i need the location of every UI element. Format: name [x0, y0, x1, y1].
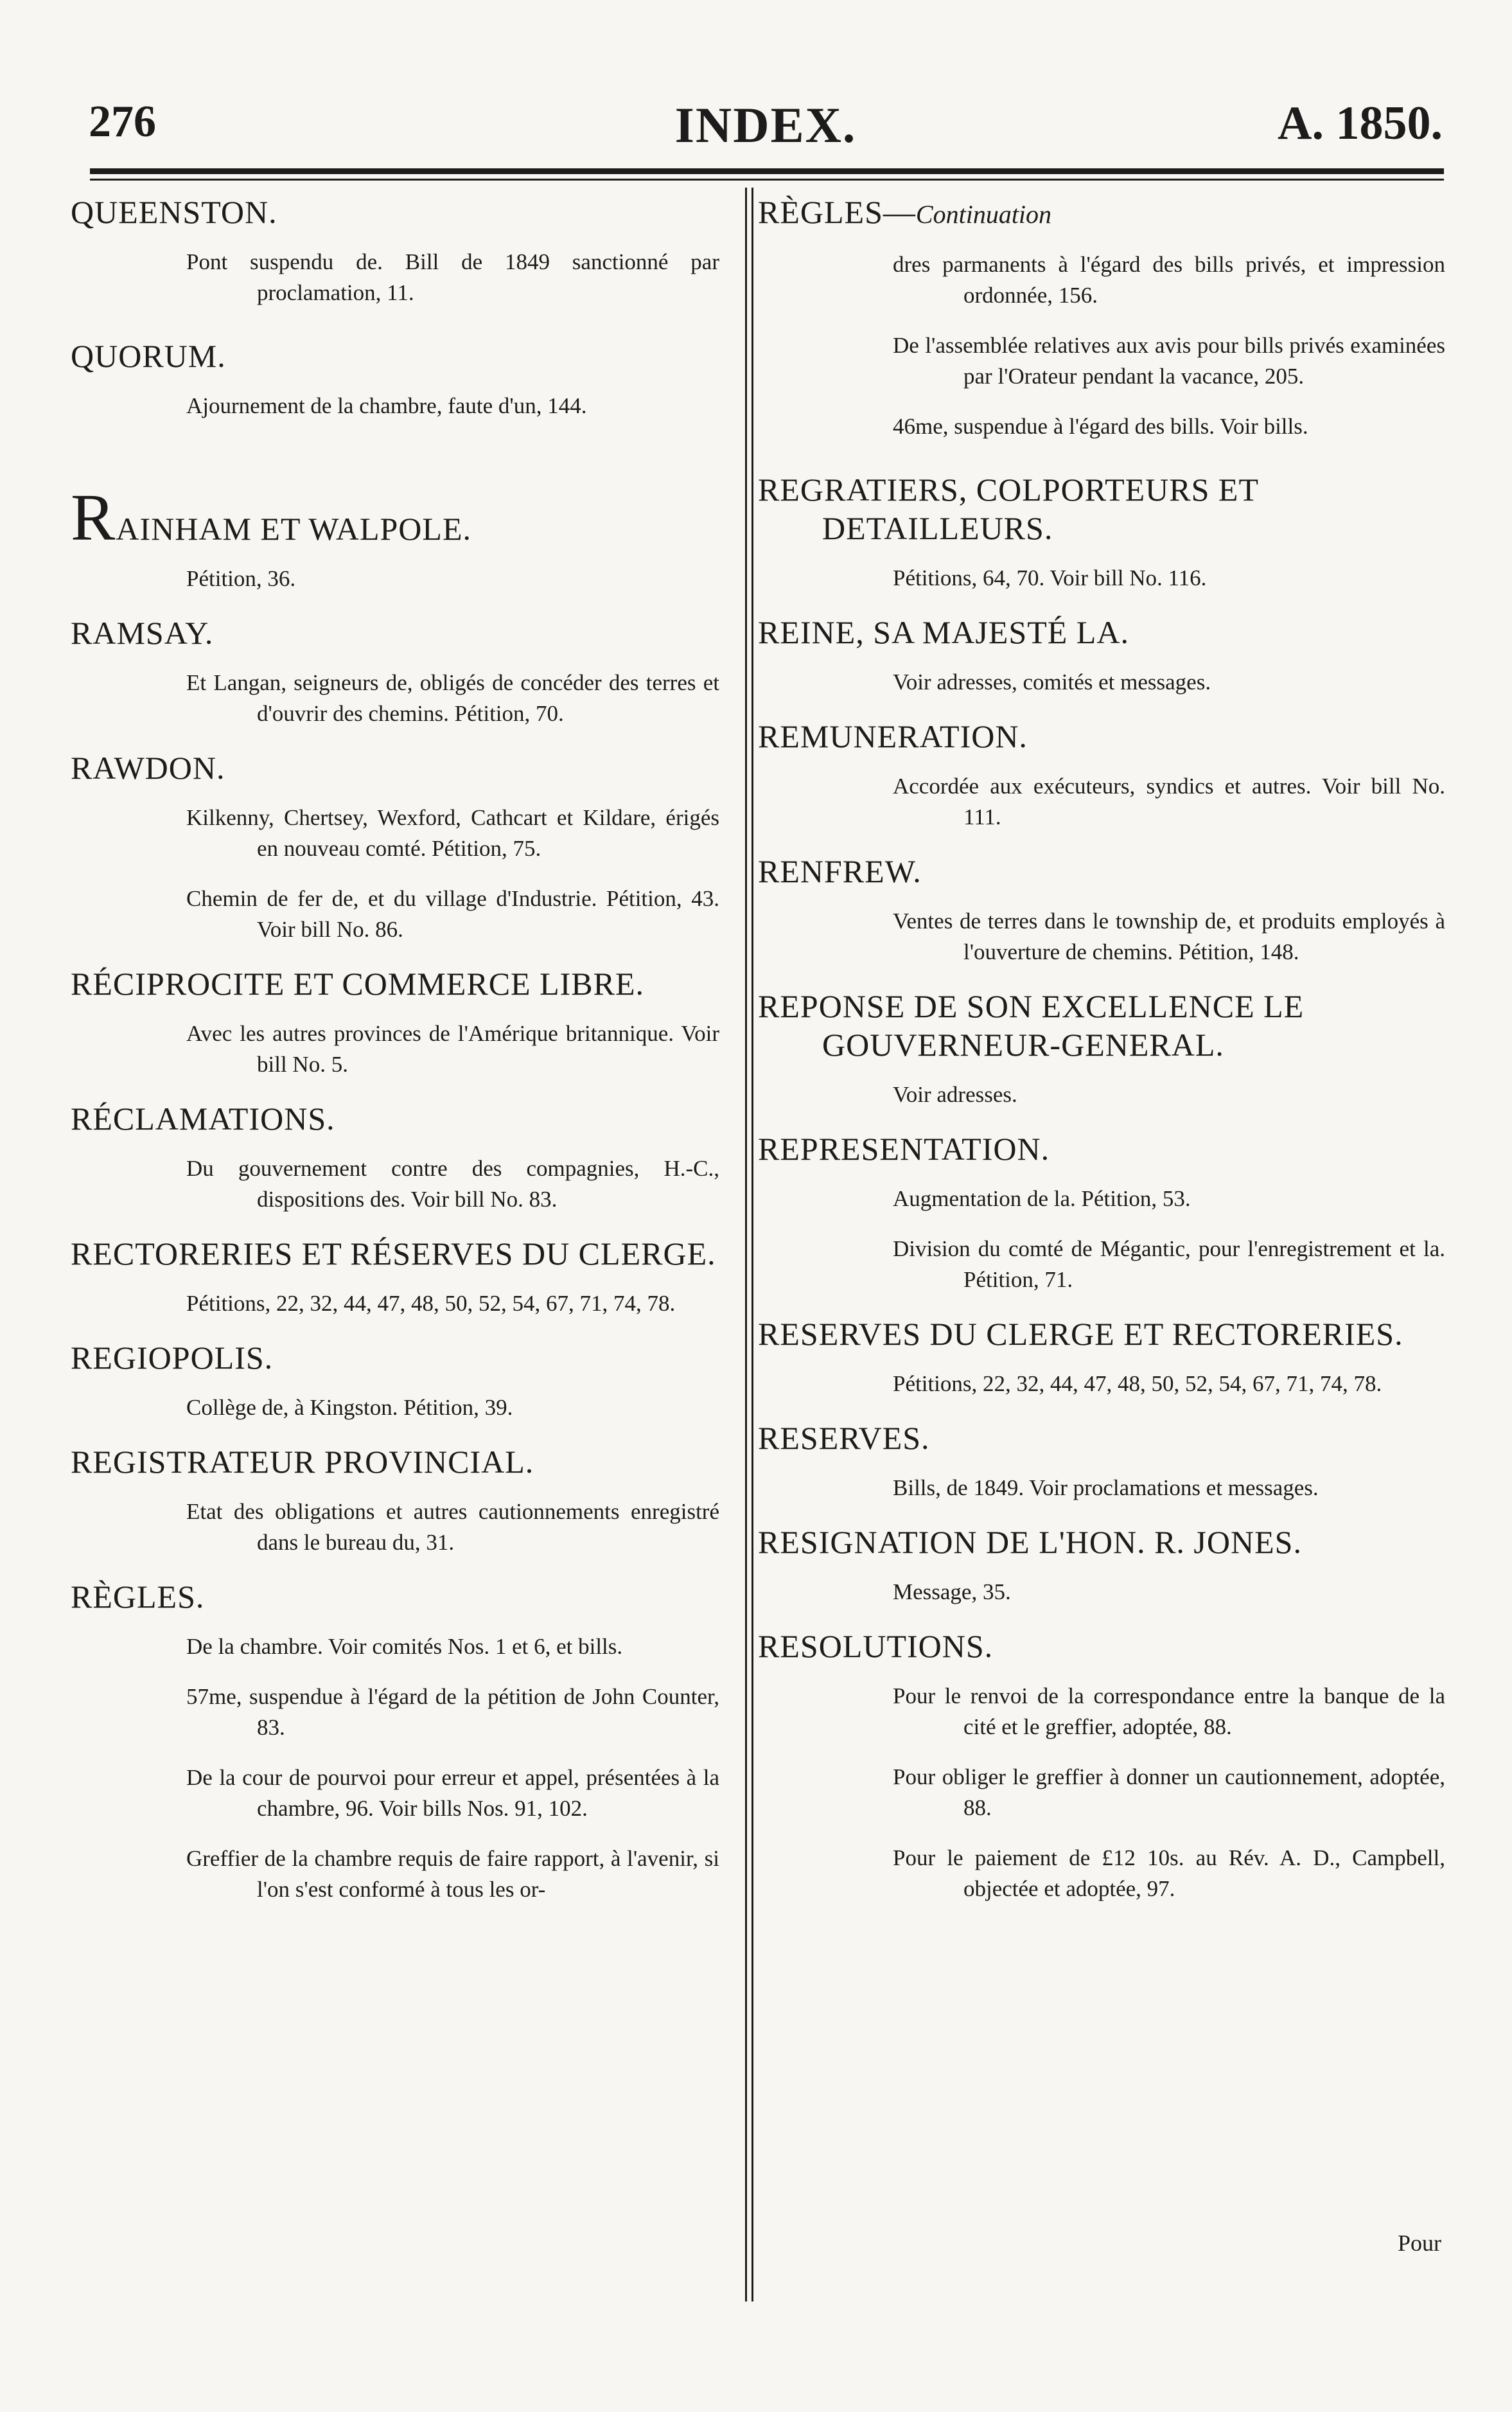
index-group-rainham [71, 481, 719, 594]
index-entry: Accordée aux exécuteurs, syndics et autres. Voir bill No. 111. [893, 774, 1445, 829]
index-group-renfrew [758, 852, 1445, 968]
index-entry: Pétitions, 22, 32, 44, 47, 48, 50, 52, 54, 67, 71, 74, 78. [186, 1291, 676, 1316]
index-group-regiopolis [71, 1338, 719, 1423]
index-group-rawdon [71, 749, 719, 945]
index-heading: RENFREW. [758, 853, 922, 889]
left-column [71, 193, 719, 1924]
index-entry: Du gouvernement contre des compagnies, H.-C., dispositions des. Voir bill No. 83. [186, 1156, 719, 1212]
index-group-reciprocite [71, 964, 719, 1080]
index-entry: Pour le renvoi de la correspondance entre la banque de la cité et le greffier, adoptée, 88. [893, 1683, 1445, 1739]
index-heading: RECTORERIES ET RÉSERVES DU CLERGE. [71, 1236, 716, 1272]
index-entry: Augmentation de la. Pétition, 53. [893, 1186, 1191, 1211]
drop-initial: R [71, 481, 116, 554]
index-group-queenston [71, 193, 719, 308]
index-heading: REINE, SA MAJESTÉ LA. [758, 614, 1129, 650]
index-entry: Et Langan, seigneurs de, obligés de concéder des terres et d'ouvrir des chemins. Pétition, 70. [186, 670, 719, 726]
index-heading: RÉCLAMATIONS. [71, 1101, 335, 1137]
index-entry: Voir adresses, comités et messages. [893, 670, 1211, 695]
index-heading: QUEENSTON. [71, 194, 277, 230]
page-header [89, 96, 1443, 167]
index-heading: RÉCIPROCITE ET COMMERCE LIBRE. [71, 966, 645, 1002]
index-entry: 46me, suspendue à l'égard des bills. Voir bills. [893, 414, 1308, 439]
index-heading: REGIOPOLIS. [71, 1340, 274, 1376]
index-group-ramsay [71, 614, 719, 729]
index-heading: RÈGLES. [71, 1579, 205, 1615]
index-entry: Pour obliger le greffier à donner un cautionnement, adoptée, 88. [893, 1764, 1445, 1820]
index-group-reine [758, 613, 1445, 698]
page-year: A. 1850. [1278, 97, 1443, 150]
index-entry: Division du comté de Mégantic, pour l'enregistrement et la. Pétition, 71. [893, 1236, 1445, 1292]
index-group-reponse [758, 987, 1445, 1110]
index-heading [71, 481, 719, 554]
column-divider [745, 188, 747, 2301]
index-heading: REGRATIERS, COLPORTEURS ET DETAILLEURS. [758, 472, 1259, 546]
header-rule [90, 168, 1444, 174]
index-entry: Avec les autres provinces de l'Amérique britannique. Voir bill No. 5. [186, 1021, 719, 1077]
continuation-label: Continuation [915, 200, 1052, 229]
index-heading: REGISTRATEUR PROVINCIAL. [71, 1444, 534, 1480]
index-group-regles [71, 1577, 719, 1905]
index-heading: RAWDON. [71, 750, 225, 786]
index-entry: Greffier de la chambre requis de faire rapport, à l'avenir, si l'on s'est conformé à tous les or- [186, 1846, 719, 1902]
index-heading: RESERVES DU CLERGE ET RECTORERIES. [758, 1316, 1403, 1352]
index-entry: De la cour de pourvoi pour erreur et appel, présentées à la chambre, 96. Voir bills Nos. 91, 102. [186, 1765, 719, 1821]
index-entry: Pétitions, 22, 32, 44, 47, 48, 50, 52, 54, 67, 71, 74, 78. [893, 1371, 1382, 1396]
index-entry: Pétitions, 64, 70. Voir bill No. 116. [893, 565, 1207, 590]
index-group-resolutions [758, 1627, 1445, 1904]
index-group-resignation [758, 1523, 1445, 1608]
index-group-remuneration [758, 717, 1445, 833]
index-entry: Ventes de terres dans le township de, et produits employés à l'ouverture de chemins. Pétition, 148. [893, 909, 1445, 964]
index-entry: Collège de, à Kingston. Pétition, 39. [186, 1395, 513, 1420]
index-heading: RAMSAY. [71, 615, 214, 651]
index-entry: Pour le paiement de £12 10s. au Rév. A. D., Campbell, objectée et adoptée, 97. [893, 1845, 1445, 1901]
column-divider [752, 188, 753, 2301]
index-group-reclamations [71, 1099, 719, 1215]
page-number: 276 [89, 97, 156, 146]
index-group-reserves [758, 1419, 1445, 1503]
index-group-regles-continued [758, 193, 1445, 442]
index-heading [758, 193, 1445, 234]
index-entry: Etat des obligations et autres cautionnements enregistré dans le bureau du, 31. [186, 1499, 719, 1555]
index-heading: RESOLUTIONS. [758, 1628, 994, 1664]
index-heading: REPRESENTATION. [758, 1131, 1050, 1167]
index-entry: Voir adresses. [893, 1082, 1017, 1107]
index-group-registrateur [71, 1442, 719, 1558]
index-entry: dres parmanents à l'égard des bills privés, et impression ordonnée, 156. [893, 252, 1445, 308]
index-entry: Bills, de 1849. Voir proclamations et messages. [893, 1475, 1319, 1500]
index-entry: Kilkenny, Chertsey, Wexford, Cathcart et Kildare, érigés en nouveau comté. Pétition, 75. [186, 805, 719, 861]
right-column [758, 193, 1445, 1924]
heading-text: RÈGLES— [758, 194, 916, 230]
heading-rest: AINHAM ET WALPOLE. [116, 511, 471, 547]
index-heading: RESERVES. [758, 1420, 930, 1456]
index-heading: REPONSE DE SON EXCELLENCE LE GOUVERNEUR-GENERAL. [758, 988, 1305, 1063]
index-entry: Chemin de fer de, et du village d'Industrie. Pétition, 43. Voir bill No. 86. [186, 886, 719, 942]
catchword: Pour [1397, 2230, 1441, 2256]
index-heading: QUORUM. [71, 338, 226, 374]
index-heading: REMUNERATION. [758, 718, 1028, 754]
index-entry: Ajournement de la chambre, faute d'un, 144. [186, 393, 587, 418]
index-group-reserves-du-clerge [758, 1315, 1445, 1399]
index-group-regratiers [758, 470, 1445, 594]
index-entry: Message, 35. [893, 1579, 1011, 1604]
index-entry: 57me, suspendue à l'égard de la pétition de John Counter, 83. [186, 1684, 719, 1740]
header-rule-thin [90, 179, 1444, 181]
index-group-representation [758, 1130, 1445, 1295]
index-group-rectoreries [71, 1234, 719, 1319]
index-entry: De l'assemblée relatives aux avis pour bills privés examinées par l'Orateur pendant la vacance, 205. [893, 333, 1445, 389]
index-heading: RESIGNATION DE L'HON. R. JONES. [758, 1524, 1302, 1560]
page-title: INDEX. [674, 97, 857, 153]
index-group-quorum [71, 337, 719, 421]
index-entry: De la chambre. Voir comités Nos. 1 et 6, et bills. [186, 1634, 623, 1659]
index-entry: Pont suspendu de. Bill de 1849 sanctionné par proclamation, 11. [186, 249, 719, 305]
index-entry: Pétition, 36. [186, 566, 296, 591]
